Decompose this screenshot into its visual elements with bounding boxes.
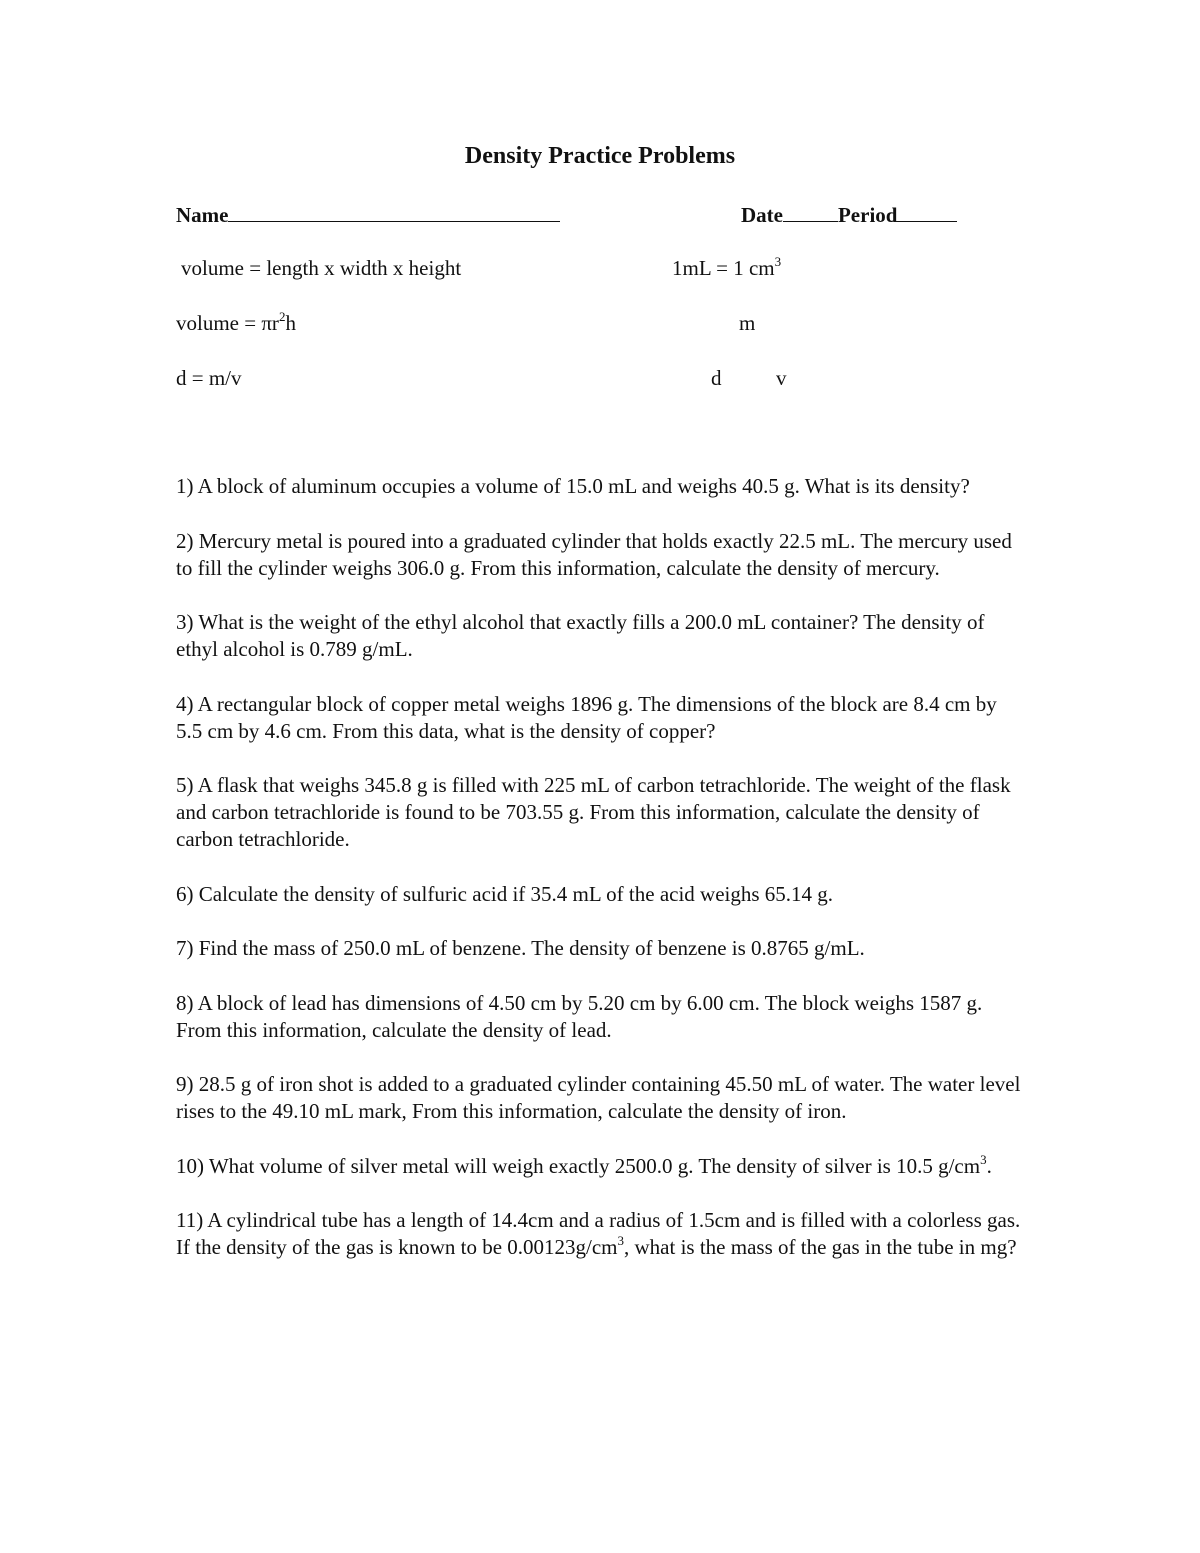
question-item: 2) Mercury metal is poured into a graduated cylinder that holds exactly 22.5 mL. The mercury used to fill the cylinder weighs 306.0 g. From this information, calculate the density of mercury. xyxy=(176,528,1012,580)
cylinder-suffix: h xyxy=(285,311,296,335)
unit-exponent: 3 xyxy=(980,1151,987,1167)
volume-cylinder-formula xyxy=(176,310,296,337)
name-field xyxy=(176,201,560,229)
triangle-volume: v xyxy=(776,366,787,390)
cylinder-exponent: 2 xyxy=(278,309,286,324)
conversion-exponent: 3 xyxy=(774,254,782,269)
density-formula: d = m/v xyxy=(176,366,242,390)
question-item: 9) 28.5 g of iron shot is added to a graduated cylinder containing 45.50 mL of water. The water level rises to the 49.10 mL mark, From this information, calculate the density of iron. xyxy=(176,1072,1021,1123)
question-item: 5) A flask that weighs 345.8 g is filled with 225 mL of carbon tetrachloride. The weight of the flask and carbon tetrachloride is found to be 703.55 g. From this information, calculate the density of carbon tetrachloride. xyxy=(176,773,1011,851)
period-blank xyxy=(897,201,957,222)
question-item: 10) What volume of silver metal will weigh exactly 2500.0 g. The density of silver is 10.5 $g/cm^3$. xyxy=(176,1151,992,1178)
question-item: 3) What is the weight of the ethyl alcohol that exactly fills a 200.0 mL container? The density of ethyl alcohol is 0.789 g/mL. xyxy=(176,610,985,661)
date-label: Date xyxy=(741,203,783,227)
period-label: Period xyxy=(837,203,898,227)
question-item: 11) A cylindrical tube has a length of 14.4cm and a radius of 1.5cm and is filled with a colorless gas. If the density of the gas is known to be $0.00123g/cm^3$, what is the mass of the gas in the tube in mg? xyxy=(176,1208,1021,1259)
name-label: Name xyxy=(176,203,229,227)
date-blank xyxy=(783,201,838,222)
conversion-formula xyxy=(672,255,781,282)
question-item: 4) A rectangular block of copper metal weighs 1896 g. The dimensions of the block are 8.4 cm by 5.5 cm by 4.6 cm. From this data, what is the density of copper? xyxy=(176,691,997,743)
question-item: 7) Find the mass of 250.0 mL of benzene. The density of benzene is 0.8765 g/mL. xyxy=(176,936,865,960)
name-blank xyxy=(228,201,560,222)
conversion-base: 1mL = 1 cm xyxy=(672,256,775,280)
volume-box-formula: volume = length x width x height xyxy=(181,256,462,280)
question-item: 6) Calculate the density of sulfuric acid if 35.4 mL of the acid weighs 65.14 g. xyxy=(176,881,834,906)
question-list xyxy=(176,473,1026,1289)
page-title: Density Practice Problems xyxy=(464,143,736,169)
triangle-mass: m xyxy=(739,311,756,335)
question-item: 1) A block of aluminum occupies a volume of 15.0 mL and weighs 40.5 g. What is its density? xyxy=(176,474,970,498)
cylinder-base: volume = πr xyxy=(176,311,279,335)
date-period-field xyxy=(741,201,957,229)
unit-exponent: 3 xyxy=(617,1233,625,1248)
triangle-density: d xyxy=(711,366,722,390)
question-item: 8) A block of lead has dimensions of 4.50 cm by 5.20 cm by 6.00 cm. The block weighs 1587 g. From this information, calculate the density of lead. xyxy=(176,990,983,1042)
